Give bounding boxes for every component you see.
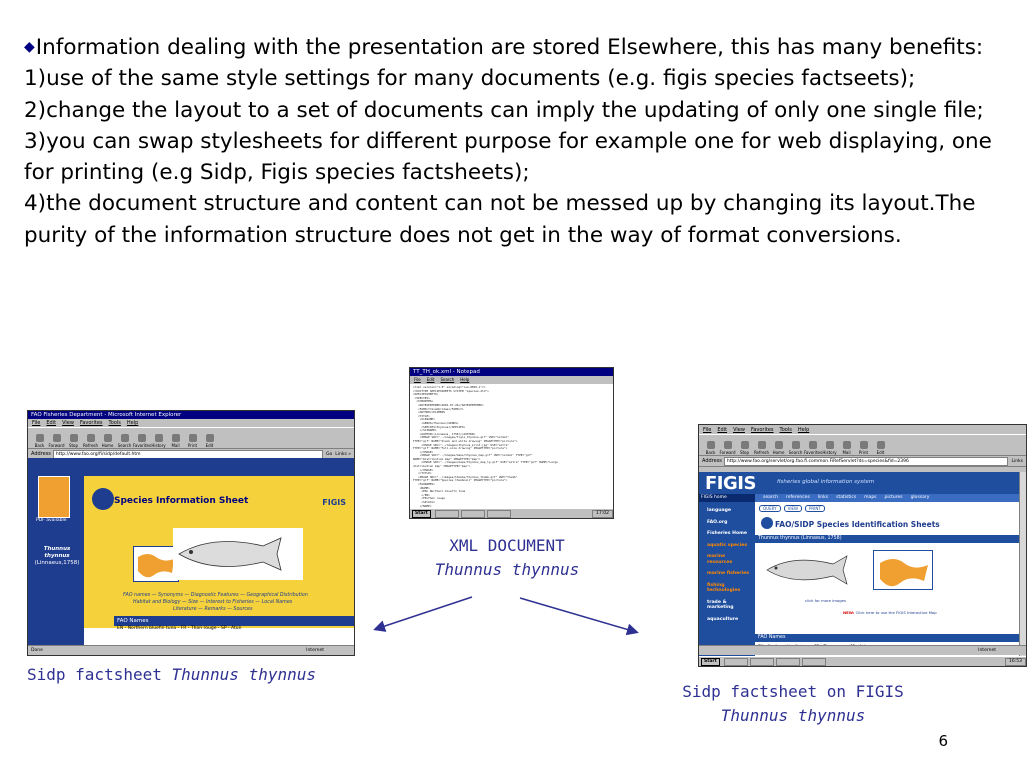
- page-number: 6: [938, 732, 948, 750]
- tuna-drawing-icon: [763, 550, 863, 590]
- pdf-available-label: PDF available: [36, 518, 67, 523]
- toolbar-label: Stop: [68, 443, 79, 448]
- diamond-bullet-icon: ◆: [24, 39, 35, 55]
- toolbar-button: [65, 434, 82, 448]
- menu-item: maps: [864, 495, 877, 500]
- xml-line: <FAMILY>Scombridae</FAMILY>: [413, 406, 464, 411]
- toolbar-button: [753, 441, 770, 455]
- toolbar-button: [804, 441, 821, 455]
- xml-line: <SP>Atún: [413, 500, 435, 504]
- sidebar-item: aquaculture: [707, 616, 739, 622]
- xml-line: <?xml version="1.0" encoding="iso-8859-1"?>: [413, 385, 486, 389]
- start-button: Start: [412, 510, 431, 518]
- xml-line: <IMAGE SRC="../images/thynnus_print.jpg" USE="extra": [413, 442, 509, 447]
- figis-taskbar: [699, 656, 1026, 666]
- xml-line: <SYNONYMS>: [413, 399, 434, 404]
- toolbar-icon: [155, 434, 163, 442]
- toolbar-label: Favorites: [804, 450, 823, 455]
- figis-statusbar: [699, 645, 1026, 655]
- toolbar-icon: [860, 441, 868, 449]
- menu-item: PRINT: [805, 505, 825, 512]
- menu-item: references: [785, 495, 810, 500]
- fao-globe-logo-icon: [761, 517, 773, 529]
- address-label: Address: [702, 458, 722, 464]
- links-row-2: Habitat and Biology — Size — Interest to Fisheries — Local Names: [133, 600, 293, 605]
- menu-item: Tools: [779, 427, 792, 433]
- menu-item: glossary: [910, 495, 930, 500]
- toolbar-icon: [826, 441, 834, 449]
- fao-names-header: FAO Names: [114, 616, 354, 626]
- toolbar-button: [702, 441, 719, 455]
- toolbar-icon: [70, 434, 78, 442]
- figis-banner: [699, 472, 1020, 494]
- figis-caption-line1: Sidp factsheet on FIGIS: [682, 682, 904, 701]
- figis-actions: [759, 505, 828, 512]
- toolbar-label: Forward: [48, 443, 65, 448]
- menu-item: Edit: [717, 427, 728, 433]
- menu-item: Help: [126, 420, 139, 426]
- toolbar-icon: [724, 441, 732, 449]
- fao-globe-logo-icon: [92, 488, 114, 510]
- xml-line: <FAONAMES>: [413, 482, 435, 487]
- slide-body: [24, 32, 999, 251]
- toolbar-button: [201, 434, 218, 448]
- sidebar-item: trade & marketing: [707, 599, 734, 610]
- figis-sheet-title: FAO/SIDP Species Identification Sheets: [775, 520, 940, 529]
- xml-line: <EN> Northern bluefin tuna: [413, 489, 466, 494]
- zone-text: Internet: [978, 648, 996, 653]
- toolbar-label: Edit: [876, 450, 885, 455]
- figis-caption: [648, 680, 938, 728]
- xml-source-text: [410, 384, 613, 509]
- zone-text: Internet: [306, 648, 324, 653]
- distribution-map-icon: [873, 550, 933, 590]
- taskbar-clock: 16:53: [1005, 658, 1026, 666]
- figis-logo: FIGIS: [322, 498, 346, 507]
- toolbar-label: Print: [858, 450, 869, 455]
- sidp-sidebar: [28, 458, 84, 645]
- xml-caption: [402, 534, 612, 582]
- toolbar-icon: [104, 434, 112, 442]
- fao-names-values: EN - Northern bluefin tuna - FR - Thon rouge - SP - Atún: [117, 626, 242, 631]
- toolbar-button: [133, 434, 150, 448]
- xml-line: </IMAGE>: [413, 449, 434, 454]
- toolbar-icon: [741, 441, 749, 449]
- xml-line: <DATESENTERED>2001-07-22</DATESENTERED>: [413, 402, 484, 407]
- toolbar-label: Search: [788, 450, 803, 455]
- tuna-drawing-icon: [173, 528, 303, 580]
- xml-line: <SCINAME>: [413, 417, 435, 422]
- sidebar-item: language: [707, 508, 732, 513]
- menu-item: Edit: [46, 420, 57, 426]
- xml-line: <!DOCTYPE SPECIESSHEETS SYSTEM "species.dtd">: [413, 388, 489, 393]
- address-label: Address: [31, 451, 51, 457]
- species-scientific-name: Thunnus thynnus: [43, 546, 71, 559]
- xml-window-title: TT_TH_ok.xml - Notepad: [410, 368, 613, 376]
- xml-line: <SPECIES>: [413, 395, 430, 400]
- toolbar-button: [770, 441, 787, 455]
- menu-item: View: [62, 420, 74, 426]
- links-row-3: Literature — Remarks — Sources: [173, 607, 253, 612]
- xml-line: TYPE="gif" NAME="full-size drawing" IMAGETYPE="picture">: [413, 446, 508, 451]
- sidp-species-name: [32, 546, 82, 567]
- xml-line: <IMAGE SRC="../images/figis_thynnus.gif" USE="normal": [413, 435, 509, 440]
- xml-line: <IMAGE SRC="../images/maps/thynnus_map_lg.gif" USE="extra" TYPE="gif" NAME="Large: [413, 460, 558, 465]
- toolbar-label: Favorites: [133, 443, 152, 448]
- new-label: NEW:: [843, 610, 855, 615]
- start-button: Start: [701, 658, 720, 666]
- toolbar-button: [99, 434, 116, 448]
- toolbar-label: Refresh: [753, 450, 770, 455]
- xml-caption-line1: XML DOCUMENT: [449, 536, 565, 555]
- toolbar-icon: [792, 441, 800, 449]
- toolbar-label: History: [822, 450, 837, 455]
- xml-line: <IMAGE SRC="../images/thumbs/thynnus_thumb.gif" USE="thumb": [413, 474, 518, 479]
- sidp-caption: [27, 663, 383, 687]
- xml-line: </SCINAME>: [413, 428, 437, 433]
- toolbar-label: Mail: [842, 450, 851, 455]
- sidp-page: [28, 458, 354, 645]
- toolbar-icon: [172, 434, 180, 442]
- toolbar-button: [838, 441, 855, 455]
- menu-item: links: [817, 495, 829, 500]
- figis-sidebar: [699, 502, 755, 665]
- toolbar-label: Print: [187, 443, 198, 448]
- toolbar-label: Home: [101, 443, 114, 448]
- address-input: http://www.fao.org/fi/sidp/default.htm: [53, 450, 323, 459]
- figis-page: [699, 472, 1020, 665]
- toolbar-icon: [36, 434, 44, 442]
- xml-line: <GENUS>Thunnus</GENUS>: [413, 420, 459, 425]
- toolbar-icon: [121, 434, 129, 442]
- sidp-toolbar: [28, 427, 354, 449]
- figis-caption-line2: Thunnus thynnus: [720, 706, 866, 725]
- menu-item: File: [32, 420, 41, 426]
- xml-line: <FR>Thon rouge: [413, 496, 445, 501]
- toolbar-icon: [707, 441, 715, 449]
- xml-line: NAME="Distribution map" IMAGETYPE="map">: [413, 456, 481, 461]
- figis-species-bar: Thunnus thynnus (Linnaeus, 1758): [755, 535, 1020, 543]
- toolbar-button: [787, 441, 804, 455]
- toolbar-label: History: [151, 443, 166, 448]
- address-input: http://www.fao.org/servlet/org.fao.fi.common.FiRefServlet?ds=species&fid=2396: [724, 457, 1009, 466]
- species-author: (Linnaeus,1758): [34, 560, 80, 566]
- xml-line: TYPE="gif" NAME="black and white drawing" IMAGETYPE="picture">: [413, 438, 518, 443]
- sidp-caption-species: Thunnus thynnus: [171, 665, 316, 684]
- figis-nav: [755, 494, 1020, 502]
- toolbar-icon: [87, 434, 95, 442]
- xml-line: <AUTHOR>(Linnaeus, 1758)</AUTHOR>: [413, 431, 476, 436]
- xml-line: </TITLE>: [413, 471, 432, 476]
- toolbar-button: [31, 434, 48, 448]
- xml-window-menubar: File Edit Search Help: [414, 377, 470, 382]
- xml-caption-line2: Thunnus thynnus: [434, 560, 580, 579]
- new-text: Click here to use the FIGIS Interactive Map: [854, 610, 937, 615]
- links-row-1: FAO names — Synonyms — Diagnostic Features — Geographical Distribution: [123, 593, 308, 598]
- figis-toolbar: [699, 434, 1026, 456]
- figis-tagline: fisheries global information system: [777, 479, 875, 485]
- links-button: Links: [1011, 458, 1023, 464]
- toolbar-icon: [206, 434, 214, 442]
- toolbar-button: [736, 441, 753, 455]
- toolbar-label: Search: [117, 443, 132, 448]
- toolbar-icon: [877, 441, 885, 449]
- toolbar-button: [855, 441, 872, 455]
- toolbar-icon: [809, 441, 817, 449]
- intro-text: Information dealing with the presentation are stored Elsewhere, this has many benefits:: [35, 35, 984, 60]
- toolbar-icon: [53, 434, 61, 442]
- interactive-map-notice: [843, 610, 937, 615]
- toolbar-button: [150, 434, 167, 448]
- toolbar-icon: [758, 441, 766, 449]
- figis-browser-screenshot: [698, 424, 1027, 667]
- toolbar-button: [719, 441, 736, 455]
- benefit-4: 4)the document structure and content can not be messed up by changing its layout.The purity of the information structure does not get in the way of format conversions.: [24, 191, 976, 248]
- benefit-2: 2)change the layout to a set of documents can imply the updating of only one single file;: [24, 97, 984, 123]
- status-text: Done: [31, 648, 43, 653]
- toolbar-icon: [843, 441, 851, 449]
- sidp-menubar: [28, 419, 354, 427]
- figis-menubar: [699, 426, 1026, 434]
- go-button: Go: [326, 451, 333, 457]
- toolbar-button: [82, 434, 99, 448]
- sidebar-item: Fisheries Home: [707, 531, 748, 536]
- sidp-section-links: [123, 592, 308, 613]
- fao-names-header: FAO Names: [755, 634, 1020, 642]
- menu-item: View: [733, 427, 745, 433]
- menu-item: VIEW: [784, 505, 802, 512]
- menu-item: File: [703, 427, 712, 433]
- xml-line: </EN>: [413, 492, 430, 497]
- toolbar-button: [116, 434, 133, 448]
- sidebar-item: aquatic species: [707, 542, 748, 548]
- toolbar-label: Refresh: [82, 443, 99, 448]
- xml-line: </NAME>: [413, 503, 432, 508]
- toolbar-icon: [189, 434, 197, 442]
- xml-line: distribution map" IMAGETYPE="map">: [413, 464, 471, 469]
- xml-line: <SPECIESSHEETS>: [413, 392, 439, 397]
- benefit-1: 1)use of the same style settings for many documents (e.g. figis species factseets);: [24, 66, 916, 92]
- vertical-scrollbar: [1019, 472, 1026, 665]
- toolbar-icon: [775, 441, 783, 449]
- toolbar-label: Forward: [719, 450, 736, 455]
- menu-item: QUERY: [759, 505, 781, 512]
- sidebar-item: fishing technologies: [707, 582, 741, 593]
- toolbar-label: Back: [34, 443, 45, 448]
- sidebar-item: FAO.org: [707, 519, 728, 525]
- figis-home-link: FIGIS home: [699, 494, 757, 502]
- xml-line: <AUTHOR/>ELIMENS: [413, 410, 445, 415]
- arrow-to-sidp: [376, 597, 472, 629]
- xml-line: </IMAGE>: [413, 467, 434, 472]
- links-button: Links »: [335, 451, 351, 457]
- sidebar-item: marine resources: [707, 554, 733, 565]
- taskbar-clock: 17:02: [592, 510, 613, 518]
- menu-item: pictures: [884, 495, 903, 500]
- menu-item: search: [763, 495, 778, 500]
- toolbar-label: Stop: [739, 450, 750, 455]
- xml-line: TYPE="gif" NAME="Species thumbnail" IMAGETYPE="picture">: [413, 478, 508, 483]
- menu-item: Favorites: [750, 427, 774, 433]
- menu-item: statistics: [836, 495, 857, 500]
- arrow-to-figis: [520, 598, 636, 632]
- more-images-link: click for more images: [805, 598, 846, 603]
- sidebar-item: marine fisheries: [707, 571, 749, 576]
- toolbar-button: [872, 441, 889, 455]
- intro-paragraph: [24, 32, 999, 63]
- xml-line: <IMAGE SRC="../images/maps/thynnus_map.gif" USE="normal" TYPE="gif": [413, 453, 533, 458]
- toolbar-label: Back: [705, 450, 716, 455]
- sidp-heading: Species Information Sheet: [114, 496, 249, 506]
- sidp-browser-screenshot: [27, 410, 355, 656]
- xml-notepad-screenshot: [409, 367, 614, 519]
- toolbar-label: Home: [772, 450, 785, 455]
- xml-line: <SPECIES>thynnus</SPECIES>: [413, 424, 466, 429]
- toolbar-button: [184, 434, 201, 448]
- sidp-caption-text: Sidp factsheet: [27, 665, 172, 684]
- sidp-statusbar: [28, 645, 354, 655]
- xml-taskbar: [410, 508, 613, 518]
- benefit-3: 3)you can swap stylesheets for different purpose for example one for web displaying, one for printing (e.g Sidp, Figis species factsheets);: [24, 128, 992, 186]
- sidp-window-title: FAO Fisheries Department - Microsoft Internet Explorer: [28, 411, 354, 419]
- xml-line: <TITLE>: [413, 413, 430, 418]
- figis-address-bar: [699, 456, 1026, 467]
- toolbar-label: Edit: [205, 443, 214, 448]
- toolbar-label: Mail: [171, 443, 180, 448]
- toolbar-button: [48, 434, 65, 448]
- menu-item: Help: [797, 427, 810, 433]
- figis-content: [755, 502, 1020, 665]
- menu-item: Tools: [108, 420, 121, 426]
- figis-logo: FIGIS: [705, 473, 756, 494]
- toolbar-button: [821, 441, 838, 455]
- toolbar-button: [167, 434, 184, 448]
- toolbar-icon: [138, 434, 146, 442]
- xml-line: <NAME>: [413, 485, 430, 490]
- book-cover-icon: [38, 476, 70, 518]
- menu-item: Favorites: [79, 420, 103, 426]
